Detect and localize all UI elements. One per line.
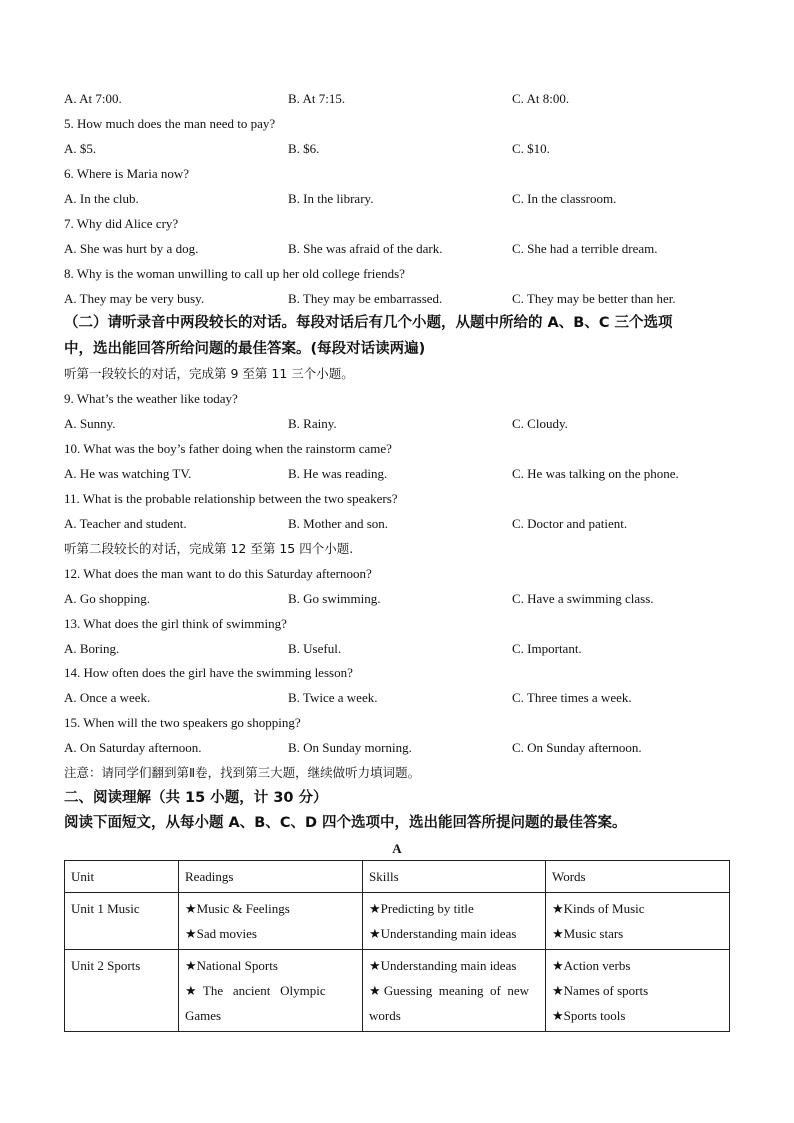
row1-word-1: ★Kinds of Music [552, 901, 645, 916]
q7-option-b: B. She was afraid of the dark. [288, 241, 443, 256]
row2-skill-2: ★ Guessing meaning of new [369, 983, 530, 998]
q15-stem: 15. When will the two speakers go shopping? [64, 715, 301, 730]
q4-option-a: A. At 7:00. [64, 91, 122, 106]
q10-option-b: B. He was reading. [288, 466, 388, 481]
q8-option-a: A. They may be very busy. [64, 291, 205, 306]
row2-word-1: ★Action verbs [552, 958, 631, 973]
table-row [65, 893, 730, 950]
q5-stem: 5. How much does the man need to pay? [64, 116, 276, 131]
row2-skill-1: ★Understanding main ideas [369, 958, 517, 973]
row2-unit: Unit 2 Sports [65, 950, 179, 1032]
q14-stem: 14. How often does the girl have the swimming lesson? [64, 665, 353, 680]
q12-option-b: B. Go swimming. [288, 591, 381, 606]
reading-table [64, 860, 730, 1032]
q10-option-c: C. He was talking on the phone. [512, 466, 679, 481]
q12-stem: 12. What does the man want to do this Saturday afternoon? [64, 566, 372, 581]
row2-words [546, 950, 730, 1032]
row2-readings [179, 950, 363, 1032]
header-unit: Unit [65, 861, 179, 893]
q6-option-a: A. In the club. [64, 191, 139, 206]
row1-reading-2: ★Sad movies [185, 926, 257, 941]
q13-option-a: A. Boring. [64, 641, 120, 656]
q15-option-c: C. On Sunday afternoon. [512, 740, 642, 755]
row2-word-2: ★Names of sports [552, 983, 649, 998]
header-skills: Skills [363, 861, 546, 893]
q5-option-c: C. $10. [512, 141, 550, 156]
row1-words [546, 893, 730, 950]
q10-option-a: A. He was watching TV. [64, 466, 192, 481]
q6-stem: 6. Where is Maria now? [64, 166, 190, 181]
row2-word-3: ★Sports tools [552, 1008, 626, 1023]
q5-option-a: A. $5. [64, 141, 97, 156]
q8-option-b: B. They may be embarrassed. [288, 291, 443, 306]
q9-option-c: C. Cloudy. [512, 416, 568, 431]
q8-option-c: C. They may be better than her. [512, 291, 676, 306]
q4-option-b: B. At 7:15. [288, 91, 346, 106]
q11-option-b: B. Mother and son. [288, 516, 389, 531]
q6-option-c: C. In the classroom. [512, 191, 617, 206]
q9-option-b: B. Rainy. [288, 416, 337, 431]
section2-note: 注意：请同学们翻到第Ⅱ卷，找到第三大题，继续做听力填词题。 [64, 765, 421, 780]
q14-option-c: C. Three times a week. [512, 690, 632, 705]
q14-option-b: B. Twice a week. [288, 690, 378, 705]
dialog2-intro: 听第二段较长的对话，完成第 12 至第 15 四个小题. [64, 541, 354, 556]
row1-reading-1: ★Music & Feelings [185, 901, 290, 916]
q12-option-a: A. Go shopping. [64, 591, 150, 606]
q13-option-b: B. Useful. [288, 641, 342, 656]
q9-stem: 9. What’s the weather like today? [64, 391, 238, 406]
row2-reading-2-cont: Games [185, 1008, 222, 1023]
row2-skills [363, 950, 546, 1032]
table-row [65, 950, 730, 1032]
q15-option-b: B. On Sunday morning. [288, 740, 412, 755]
q10-stem: 10. What was the boy’s father doing when the rainstorm came? [64, 441, 392, 456]
reading-instruction: 阅读下面短文，从每小题 A、B、C、D 四个选项中，选出能回答所提问题的最佳答案。 [64, 815, 627, 831]
header-words: Words [546, 861, 730, 893]
row1-skills [363, 893, 546, 950]
row1-word-2: ★Music stars [552, 926, 624, 941]
q14-option-a: A. Once a week. [64, 690, 151, 705]
row1-unit: Unit 1 Music [65, 893, 179, 950]
q6-option-b: B. In the library. [288, 191, 374, 206]
dialog1-intro: 听第一段较长的对话，完成第 9 至第 11 三个小题。 [64, 366, 354, 381]
q12-option-c: C. Have a swimming class. [512, 591, 654, 606]
q13-option-c: C. Important. [512, 641, 582, 656]
section2-instruction-line2: 中，选出能回答所给问题的最佳答案。(每段对话读两遍) [64, 341, 426, 357]
q8-stem: 8. Why is the woman unwilling to call up her old college friends? [64, 266, 405, 281]
q5-option-b: B. $6. [288, 141, 320, 156]
table-header-row [65, 861, 730, 893]
passage-label: A [392, 841, 402, 856]
section2-instruction-line1: （二）请听录音中两段较长的对话。每段对话后有几个小题，从题中所给的 A、B、C 三个选项 [64, 315, 673, 331]
q7-option-a: A. She was hurt by a dog. [64, 241, 199, 256]
q15-option-a: A. On Saturday afternoon. [64, 740, 202, 755]
q9-option-a: A. Sunny. [64, 416, 116, 431]
q11-option-a: A. Teacher and student. [64, 516, 187, 531]
q7-stem: 7. Why did Alice cry? [64, 216, 179, 231]
q11-stem: 11. What is the probable relationship between the two speakers? [64, 491, 398, 506]
row2-reading-2: ★ The ancient Olympic [185, 983, 326, 998]
row1-skill-1: ★Predicting by title [369, 901, 474, 916]
header-readings: Readings [179, 861, 363, 893]
row2-skill-2-cont: words [369, 1008, 401, 1023]
q13-stem: 13. What does the girl think of swimming? [64, 616, 287, 631]
reading-heading: 二、阅读理解（共 15 小题，计 30 分） [64, 790, 328, 806]
q4-option-c: C. At 8:00. [512, 91, 570, 106]
row1-skill-2: ★Understanding main ideas [369, 926, 517, 941]
q7-option-c: C. She had a terrible dream. [512, 241, 658, 256]
row2-reading-1: ★National Sports [185, 958, 278, 973]
row1-readings [179, 893, 363, 950]
q11-option-c: C. Doctor and patient. [512, 516, 628, 531]
